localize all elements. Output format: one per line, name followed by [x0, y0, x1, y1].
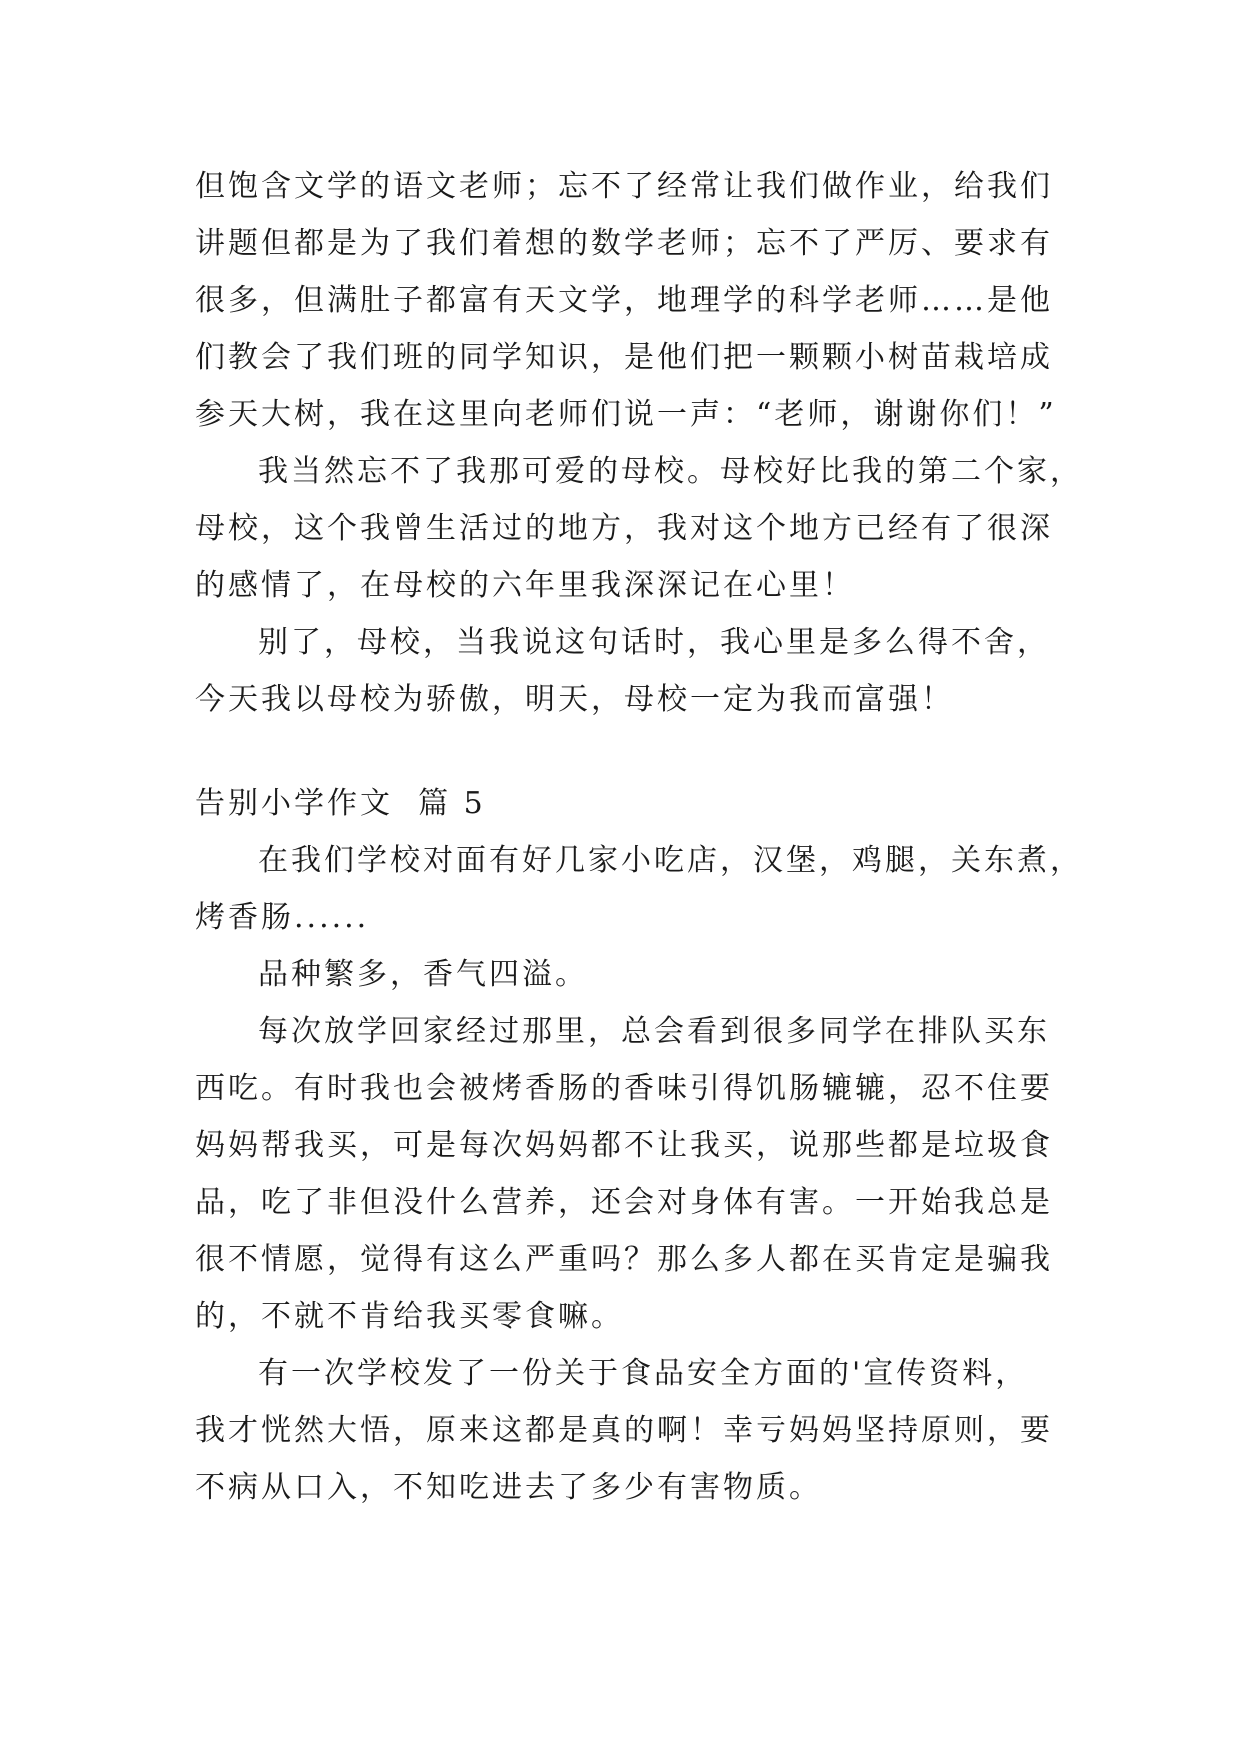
text-line: 讲题但都是为了我们着想的数学老师；忘不了严厉、要求有 [195, 226, 1053, 261]
text-line: 品，吃了非但没什么营养，还会对身体有害。一开始我总是 [195, 1185, 1053, 1220]
text-line: 的感情了，在母校的六年里我深深记在心里！ [195, 568, 855, 603]
text-line: 参天大树，我在这里向老师们说一声：“老师，谢谢你们！” [195, 397, 1057, 432]
text-line: 今天我以母校为骄傲，明天，母校一定为我而富强！ [195, 682, 954, 717]
text-line: 在我们学校对面有好几家小吃店，汉堡，鸡腿，关东煮， [258, 843, 1083, 878]
paragraph-snack-shops [195, 832, 1083, 946]
text-line: 品种繁多，香气四溢。 [258, 957, 588, 992]
section-title-text: 告别小学作文 篇 5 [195, 786, 486, 821]
text-line: 们教会了我们班的同学知识，是他们把一颗颗小树苗栽培成 [195, 340, 1053, 375]
text-line: 烤香肠...... [195, 900, 370, 935]
text-line: 西吃。有时我也会被烤香肠的香味引得饥肠辘辘，忍不住要 [195, 1071, 1053, 1106]
paragraph-variety [195, 946, 1065, 1003]
document-page [195, 158, 1083, 1516]
paragraph-food-safety [195, 1345, 1065, 1516]
text-line: 很多，但满肚子都富有天文学，地理学的科学老师……是他 [195, 283, 1053, 318]
text-line: 母校，这个我曾生活过的地方，我对这个地方已经有了很深 [195, 511, 1053, 546]
text-line: 别了，母校，当我说这句话时，我心里是多么得不舍， [258, 625, 1050, 660]
text-line: 的，不就不肯给我买零食嘛。 [195, 1299, 624, 1334]
text-line: 每次放学回家经过那里，总会看到很多同学在排队买东 [258, 1014, 1050, 1049]
paragraph-farewell [195, 614, 1065, 728]
section-title [195, 775, 1065, 832]
text-line: 妈妈帮我买，可是每次妈妈都不让我买，说那些都是垃圾食 [195, 1128, 1053, 1163]
text-line: 很不情愿，觉得有这么严重吗？那么多人都在买肯定是骗我 [195, 1242, 1053, 1277]
paragraph-alma-mater [195, 443, 1083, 614]
text-line: 有一次学校发了一份关于食品安全方面的'宣传资料， [258, 1356, 1029, 1391]
text-line: 但饱含文学的语文老师；忘不了经常让我们做作业，给我们 [195, 169, 1053, 204]
text-line: 我才恍然大悟，原来这都是真的啊！幸亏妈妈坚持原则，要 [195, 1413, 1053, 1448]
text-line: 我当然忘不了我那可爱的母校。母校好比我的第二个家， [258, 454, 1083, 489]
paragraph-after-school [195, 1003, 1065, 1345]
text-line: 不病从口入，不知吃进去了多少有害物质。 [195, 1470, 822, 1505]
paragraph-teachers [195, 158, 1065, 443]
